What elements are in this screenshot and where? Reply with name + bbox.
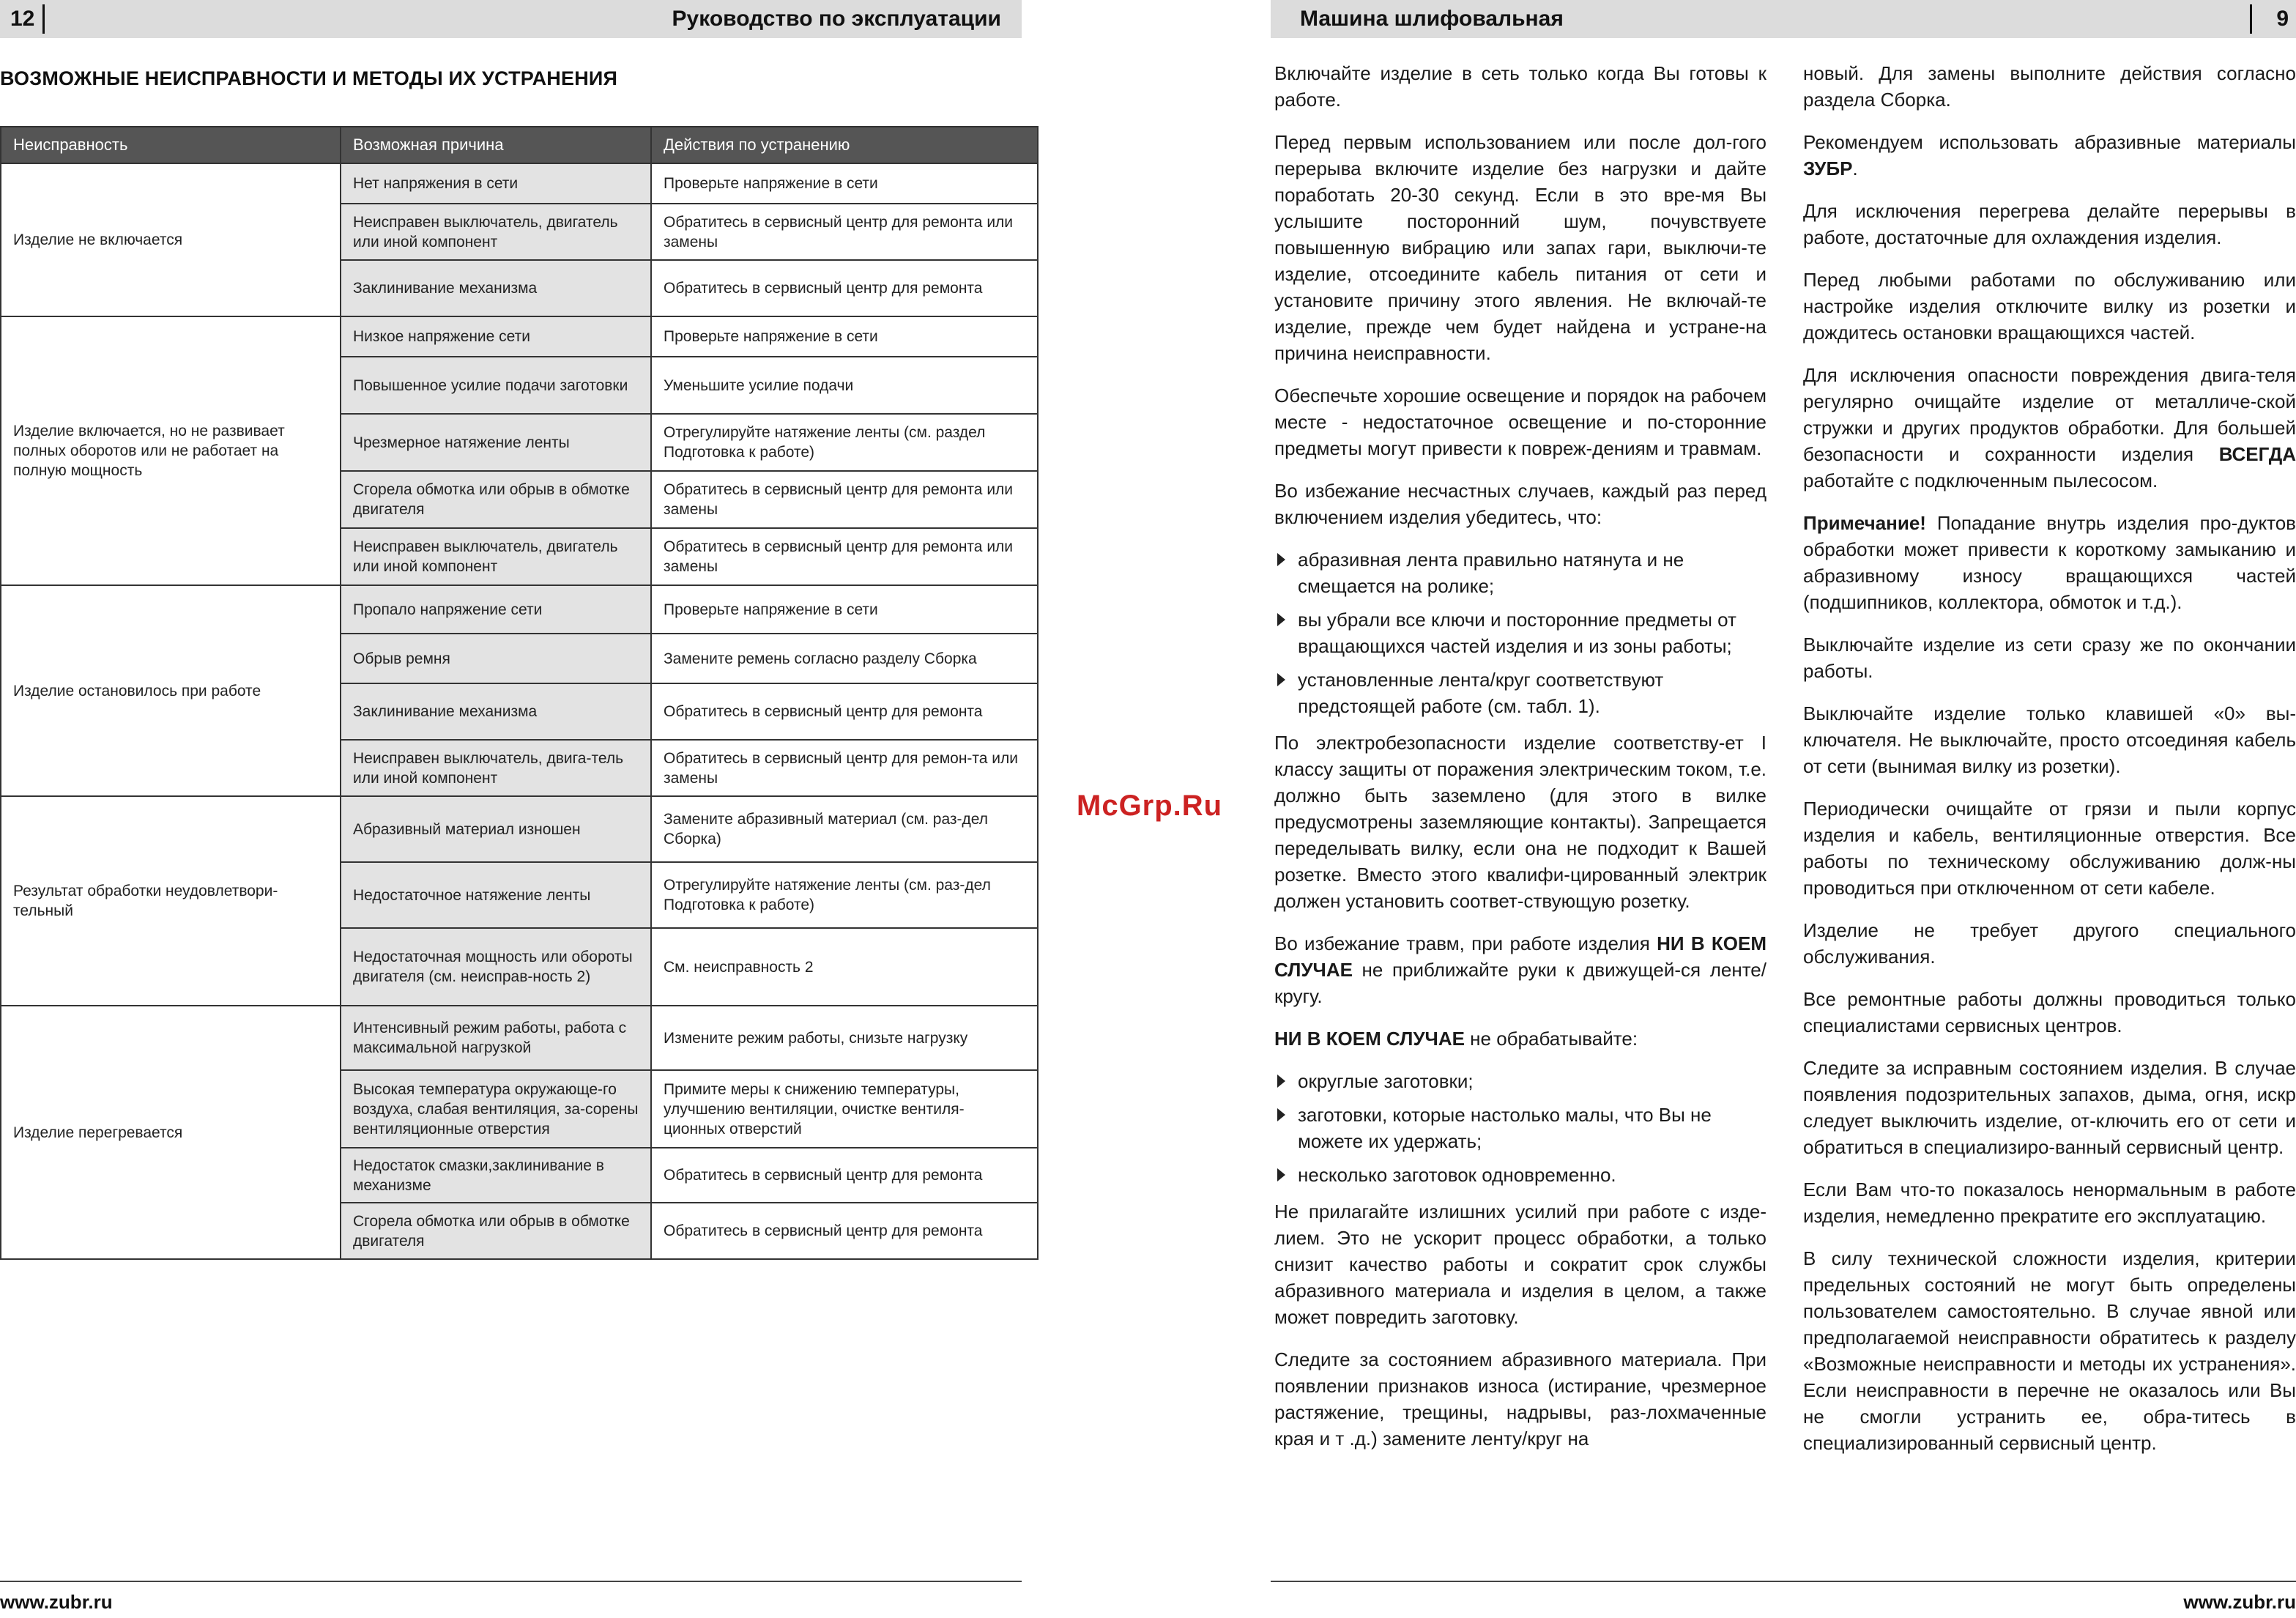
text-run: не приближайте руки к движущей-ся ленте/кругу. xyxy=(1274,959,1766,1007)
triangle-bullet-icon xyxy=(1277,1075,1285,1088)
action-cell: Обратитесь в сервисный центр для ремонта или замены xyxy=(651,204,1038,260)
cause-cell: Недостаток смазки,заклинивание в механизме xyxy=(341,1148,651,1203)
text-run: работайте с подключенным пылесосом. xyxy=(1803,470,2158,491)
action-cell: Отрегулируйте натяжение ленты (см. раз-дел Подготовка к работе) xyxy=(651,862,1038,928)
list-item xyxy=(1274,1068,1766,1094)
fault-cell: Результат обработки неудовлетвори-тельный xyxy=(1,796,341,1006)
paragraph xyxy=(1803,510,2296,615)
paragraph: Следите за состоянием абразивного материала. При появлении признаков износа (истирание, чрезмерное растяжение, трещины, надрывы, раз-лохмаченные края и т .д.) замените ленту/круг на xyxy=(1274,1348,1766,1450)
emphasis: НИ В КОЕМ СЛУЧАЕ xyxy=(1274,932,1766,981)
paragraph: Следите за исправным состоянием изделия. В случае появления подозрительных запахов, дыма, огня, искр следует выключить изделие, от-ключить его от сети и обратиться в специализиро-ванный сервисный центр. xyxy=(1803,1057,2296,1158)
fault-cell: Изделие не включается xyxy=(1,163,341,316)
left-header-title: Руководство по эксплуатации xyxy=(672,7,1001,31)
triangle-bullet-icon xyxy=(1277,553,1285,566)
paragraph xyxy=(1274,1025,1766,1052)
action-cell: Измените режим работы, снизьте нагрузку xyxy=(651,1006,1038,1070)
triangle-bullet-icon xyxy=(1277,1168,1285,1181)
cause-cell: Обрыв ремня xyxy=(341,634,651,683)
triangle-bullet-icon xyxy=(1277,1108,1285,1121)
paragraph xyxy=(1803,362,2296,494)
watermark: McGrp.Ru xyxy=(1077,790,1223,822)
action-cell: Примите меры к снижению температуры, улучшению вентиляции, очистке вентиля-ционных отверстий xyxy=(651,1070,1038,1148)
action-cell: Обратитесь в сервисный центр для ремонта или замены xyxy=(651,471,1038,528)
paragraph: Перед первым использованием или после дол-гого перерыва включите изделие без нагрузки и дайте поработать 20-30 секунд. Если в это вре-мя Вы услышите посторонний шум, почувствуете повышенную вибрацию или запах гари, выключи-те изделие, отсоедините кабель питания от сети и установите причину этого явления. Не включай-те изделие, прежде чем будет найдена и устране-на причина неисправности. xyxy=(1274,131,1766,364)
cause-cell: Заклинивание механизма xyxy=(341,683,651,740)
text-run: не обрабатывайте: xyxy=(1464,1028,1638,1050)
paragraph: Для исключения перегрева делайте перерывы в работе, достаточные для охлаждения изделия. xyxy=(1803,200,2296,248)
right-page xyxy=(1271,0,2296,1618)
paragraph xyxy=(1274,930,1766,1009)
cause-cell: Пропало напряжение сети xyxy=(341,585,651,634)
table-row xyxy=(1,796,1038,862)
table-header-row xyxy=(1,127,1038,163)
left-page-number: 12 xyxy=(10,7,35,31)
paragraph: Изделие не требует другого специального обслуживания. xyxy=(1803,919,2296,968)
text-run: Для исключения опасности повреждения двига-теля регулярно очищайте изделие от металличе-ской стружки и других продуктов обработки. Для большей безопасности и сохранности изделия xyxy=(1803,364,2296,465)
paragraph: В силу технической сложности изделия, критерии предельных состояний не могут быть определены пользователем самостоятельно. В случае явной или предполагаемой неисправности обратитесь к разделу «Возможные неисправности и методы их устранения». Если неисправности в перечне не оказалось или Вы не смогли устранить ее, обра-титесь в специализированный сервисный центр. xyxy=(1803,1247,2296,1454)
paragraph: Выключайте изделие только клавишей «0» вы-ключателя. Не выключайте, просто отсоединяя кабель от сети (вынимая вилку из розетки). xyxy=(1803,702,2296,777)
action-cell: Обратитесь в сервисный центр для ремонта xyxy=(651,260,1038,316)
cause-cell: Нет напряжения в сети xyxy=(341,163,651,204)
list-item xyxy=(1274,546,1766,599)
action-cell: Проверьте напряжение в сети xyxy=(651,585,1038,634)
paragraph: Периодически очищайте от грязи и пыли корпус изделия и кабель, вентиляционные отверстия. Все работы по техническому обслуживанию долж-ны проводиться при отключенном от сети кабеле. xyxy=(1803,798,2296,899)
action-cell: См. неисправность 2 xyxy=(651,928,1038,1006)
section-title: ВОЗМОЖНЫЕ НЕИСПРАВНОСТИ И МЕТОДЫ ИХ УСТРАНЕНИЯ xyxy=(0,67,618,89)
paragraph: Если Вам что-то показалось ненормальным в работе изделия, немедленно прекратите его эксплуатацию. xyxy=(1803,1179,2296,1227)
text-column-2 xyxy=(1803,60,2296,1472)
right-header-bar xyxy=(1271,0,2296,38)
list-item-text: вы убрали все ключи и посторонние предметы от вращающихся частей изделия и из зоны работы; xyxy=(1298,609,1736,657)
cause-cell: Сгорела обмотка или обрыв в обмотке двигателя xyxy=(341,471,651,528)
fault-cell: Изделие перегревается xyxy=(1,1006,341,1259)
cause-cell: Неисправен выключатель, двигатель или иной компонент xyxy=(341,528,651,585)
list-item-text: несколько заготовок одновременно. xyxy=(1298,1164,1616,1186)
action-cell: Обратитесь в сервисный центр для ремонта xyxy=(651,1203,1038,1259)
right-header-title: Машина шлифовальная xyxy=(1300,7,1564,31)
paragraph xyxy=(1803,129,2296,182)
list-item xyxy=(1274,606,1766,659)
emphasis: НИ В КОЕМ СЛУЧАЕ xyxy=(1274,1028,1465,1050)
action-cell: Замените ремень согласно разделу Сборка xyxy=(651,634,1038,683)
list-item-text: установленные лента/круг соответствуют предстоящей работе (см. табл. 1). xyxy=(1298,669,1664,717)
cause-cell: Недостаточная мощность или обороты двигателя (см. неисправ-ность 2) xyxy=(341,928,651,1006)
table-row xyxy=(1,1006,1038,1070)
left-header-bar xyxy=(0,0,1022,38)
fault-cell: Изделие остановилось при работе xyxy=(1,585,341,796)
cause-cell: Повышенное усилие подачи заготовки xyxy=(341,357,651,414)
action-cell: Обратитесь в сервисный центр для ремонта xyxy=(651,683,1038,740)
paragraph: Перед любыми работами по обслуживанию или настройке изделия отключите вилку из розетки и дождитесь остановки вращающихся частей. xyxy=(1803,269,2296,344)
table-row xyxy=(1,585,1038,634)
paragraph: Включайте изделие в сеть только когда Вы готовы к работе. xyxy=(1274,62,1766,111)
note-label: Примечание! xyxy=(1803,512,1926,534)
paragraph: Все ремонтные работы должны проводиться только специалистами сервисных центров. xyxy=(1803,988,2296,1036)
cause-cell: Интенсивный режим работы, работа с максимальной нагрузкой xyxy=(341,1006,651,1070)
paragraph: Обеспечьте хорошие освещение и порядок на рабочем месте - недостаточное освещение и по-сторонние предметы могут привести к повреж-дениям и травмам. xyxy=(1274,385,1766,459)
cause-cell: Высокая температура окружающе-го воздуха, слабая вентиляция, за-сорены вентиляционные отверстия xyxy=(341,1070,651,1148)
fault-cell: Изделие включается, но не развивает полных оборотов или не работает на полную мощность xyxy=(1,316,341,585)
list-item-text: абразивная лента правильно натянута и не смещается на ролике; xyxy=(1298,549,1684,597)
header-divider xyxy=(42,4,45,34)
triangle-bullet-icon xyxy=(1277,673,1285,686)
list-item-text: заготовки, которые настолько малы, что Вы не можете их удержать; xyxy=(1298,1104,1712,1152)
cause-cell: Неисправен выключатель, двигатель или иной компонент xyxy=(341,204,651,260)
action-cell: Замените абразивный материал (см. раз-дел Сборка) xyxy=(651,796,1038,862)
table-header-action: Действия по устранению xyxy=(651,127,1038,163)
cause-cell: Неисправен выключатель, двига-тель или иной компонент xyxy=(341,740,651,796)
brand-name: ЗУБР xyxy=(1803,157,1853,179)
table-header-cause: Возможная причина xyxy=(341,127,651,163)
action-cell: Обратитесь в сервисный центр для ремон-та или замены xyxy=(651,740,1038,796)
paragraph: Выключайте изделие из сети сразу же по окончании работы. xyxy=(1803,634,2296,682)
footer-rule xyxy=(0,1581,1022,1582)
right-page-number: 9 xyxy=(2276,7,2289,31)
cause-cell: Сгорела обмотка или обрыв в обмотке двигателя xyxy=(341,1203,651,1259)
table-row xyxy=(1,316,1038,357)
action-cell: Проверьте напряжение в сети xyxy=(651,163,1038,204)
header-divider xyxy=(2250,4,2252,34)
text-run: Рекомендуем использовать абразивные материалы xyxy=(1803,131,2296,153)
text-run: Во избежание травм, при работе изделия xyxy=(1274,932,1657,954)
cause-cell: Низкое напряжение сети xyxy=(341,316,651,357)
table-header-fault: Неисправность xyxy=(1,127,341,163)
right-footer-url: www.zubr.ru xyxy=(2183,1591,2296,1613)
action-cell: Проверьте напряжение в сети xyxy=(651,316,1038,357)
left-footer-url: www.zubr.ru xyxy=(0,1591,113,1613)
triangle-bullet-icon xyxy=(1277,613,1285,626)
list-item-text: округлые заготовки; xyxy=(1298,1070,1474,1092)
paragraph: По электробезопасности изделие соответству-ет I классу защиты от поражения электрическим током, т.е. должно быть заземлено (для этого в вилке предусмотрены заземляющие контакты). Запрещается переделывать вилку, если она не подходит к Вашей розетке. Вместо этого квалифи-цированный электрик должен установить соответ-ствующую розетку. xyxy=(1274,732,1766,912)
faults-table xyxy=(0,126,1039,1260)
action-cell: Отрегулируйте натяжение ленты (см. раздел Подготовка к работе) xyxy=(651,414,1038,471)
list-item xyxy=(1274,667,1766,719)
cause-cell: Абразивный материал изношен xyxy=(341,796,651,862)
text-run: . xyxy=(1852,157,1858,179)
cause-cell: Недостаточное натяжение ленты xyxy=(341,862,651,928)
cause-cell: Чрезмерное натяжение ленты xyxy=(341,414,651,471)
paragraph: Во избежание несчастных случаев, каждый раз перед включением изделия убедитесь, что: xyxy=(1274,480,1766,528)
list-item xyxy=(1274,1102,1766,1154)
text-column-1 xyxy=(1274,60,1766,1468)
action-cell: Обратитесь в сервисный центр для ремонта xyxy=(651,1148,1038,1203)
text-run: Попадание внутрь изделия про-дуктов обработки может привести к короткому замыканию и абразивному износу вращающихся частей (подшипников, коллектора, обмоток и т.д.). xyxy=(1803,512,2296,613)
prohibited-list xyxy=(1274,1068,1766,1188)
emphasis: ВСЕГДА xyxy=(2218,443,2296,465)
left-page xyxy=(0,0,1069,1618)
checklist xyxy=(1274,546,1766,719)
table-row xyxy=(1,163,1038,204)
paragraph: Не прилагайте излишних усилий при работе с изде-лием. Это не ускорит процесс обработки, а только снизит качество работы и сократит срок службы абразивного материала и изделия в целом, а также может повредить заготовку. xyxy=(1274,1200,1766,1328)
cause-cell: Заклинивание механизма xyxy=(341,260,651,316)
footer-rule xyxy=(1271,1581,2296,1582)
action-cell: Уменьшите усилие подачи xyxy=(651,357,1038,414)
action-cell: Обратитесь в сервисный центр для ремонта или замены xyxy=(651,528,1038,585)
paragraph: новый. Для замены выполните действия согласно раздела Сборка. xyxy=(1803,62,2296,111)
list-item xyxy=(1274,1162,1766,1188)
